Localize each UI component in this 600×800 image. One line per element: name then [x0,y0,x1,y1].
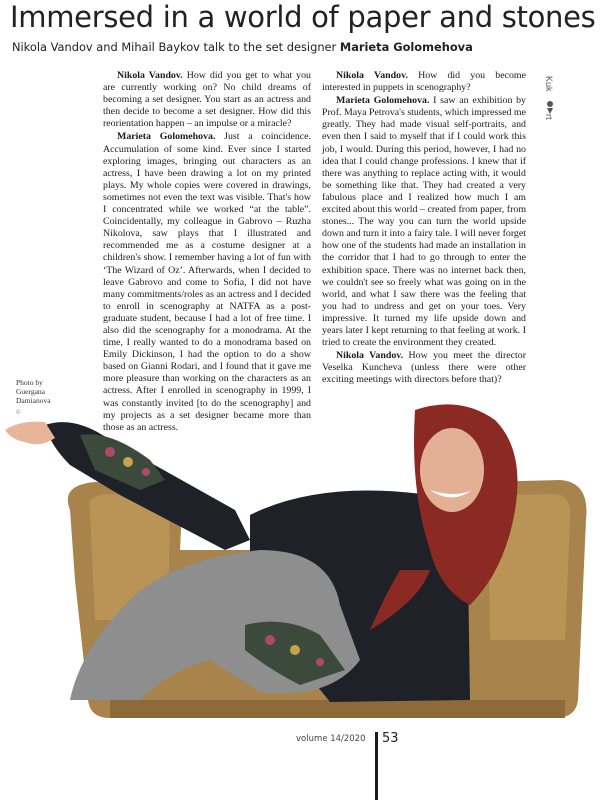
paragraph [322,350,526,386]
paragraph-text: How did you become interested in puppets in scenography? [322,70,526,94]
paragraph [103,131,311,433]
footer-divider [375,732,378,800]
photo-credit-line: Guergana [16,387,46,396]
speaker-name: Nikola Vandov. [336,70,408,81]
copyright-mark: © [16,410,21,416]
portrait-photo [0,400,600,730]
photo-credit-line: Damianova [16,396,51,405]
svg-text:rt: rt [544,114,554,120]
article-subtitle [12,40,473,54]
speaker-name: Marieta Golomehova. [336,95,430,107]
right-text-column [322,70,526,387]
speaker-name: Marieta Golomehova. [117,131,216,143]
paragraph [322,95,526,349]
speaker-name: Nikola Vandov. [117,70,183,81]
paragraph [322,70,526,94]
page-number: 53 [382,731,399,746]
subtitle-interviewee: Marieta Golomehova [339,40,473,54]
article-title: Immersed in a world of paper and stones [10,0,596,34]
kukart-logo-icon [538,72,562,122]
volume-label: volume 14/2020 [296,734,366,744]
svg-text:Kuk: Kuk [544,76,554,92]
subtitle-authors: Nikola Vandov and Mihail Baykov talk to the set designer [12,40,337,54]
paragraph-text: How did you get to what you are currently working on? No child dreams of becoming a set designer. You start as an actress and then decide to become a set designer. How did this reorientation happen – an impulse or a miracle? [103,70,311,130]
speaker-name: Nikola Vandov. [336,350,404,362]
paragraph-text: How you meet the director Veselka Kuncheva (unless there were other exciting meetings with directors before that)? [322,350,526,386]
paragraph-text: I saw an exhibition by Prof. Maya Petrova's students, which impressed me greatly. They had made visual self-portraits, and even then I said to myself that if I could work this job, I would. During this period, however, I had no idea that I could change professions. I knew that if there was anything to replace acting with, it would be something like that. They had created a very fabulous place and I realized how much I am excited about this world – created from paper, from stones... The way you can turn the world upside down and turn it into a fairy tale. I will never forget how one of the students had made an installation in the corridor that I had to go through to enter the exhibition space. There was no internet back then, we couldn't see so freely what was going on in the world, and what I saw there was the feeling that you had to undress and get on your toes. Very impressive. It turned my life upside down and years later I kept returning to that feeling at work. I tried to create the environment they created. [322,95,526,349]
left-text-column [103,70,311,435]
paragraph [103,70,311,130]
paragraph-text: Just a coincidence. Accumulation of some kind. Ever since I started exploring images, bringing out characters as an actress, I have been drawing a lot on my printed plays. My whole copies were covered in drawings, sometimes not even the text was visible. That's how I concentrated while we worked “at the table”. Coincidentally, my colleague in Gabrovo – Ruzha Nikolova, saw plays that I illustrated and recommended me as a costume designer at a children's show. I remember having a lot of fun with ‘The Wizard of Oz’. Afterwards, when I decided to leave Gabrovo and come to Sofia, I did not have many commitments/roles as an actress and I decided to enroll in scenography at NATFA as a post-graduate student, because I had a lot of free time. I also did the scenography for a monodrama. At the time, I really wanted to do a monodrama based on Emily Dickinson, I had the option to do a show based on Gianni Rodari, and I found that it gave me more pleasure than working on the characters as an actress. After I enrolled in scenography in 1999, I was constantly invited [to do the scenography] and my projects as a set designer became more than those as an actress. [103,131,311,433]
photo-credit-line: Photo by [16,378,43,387]
